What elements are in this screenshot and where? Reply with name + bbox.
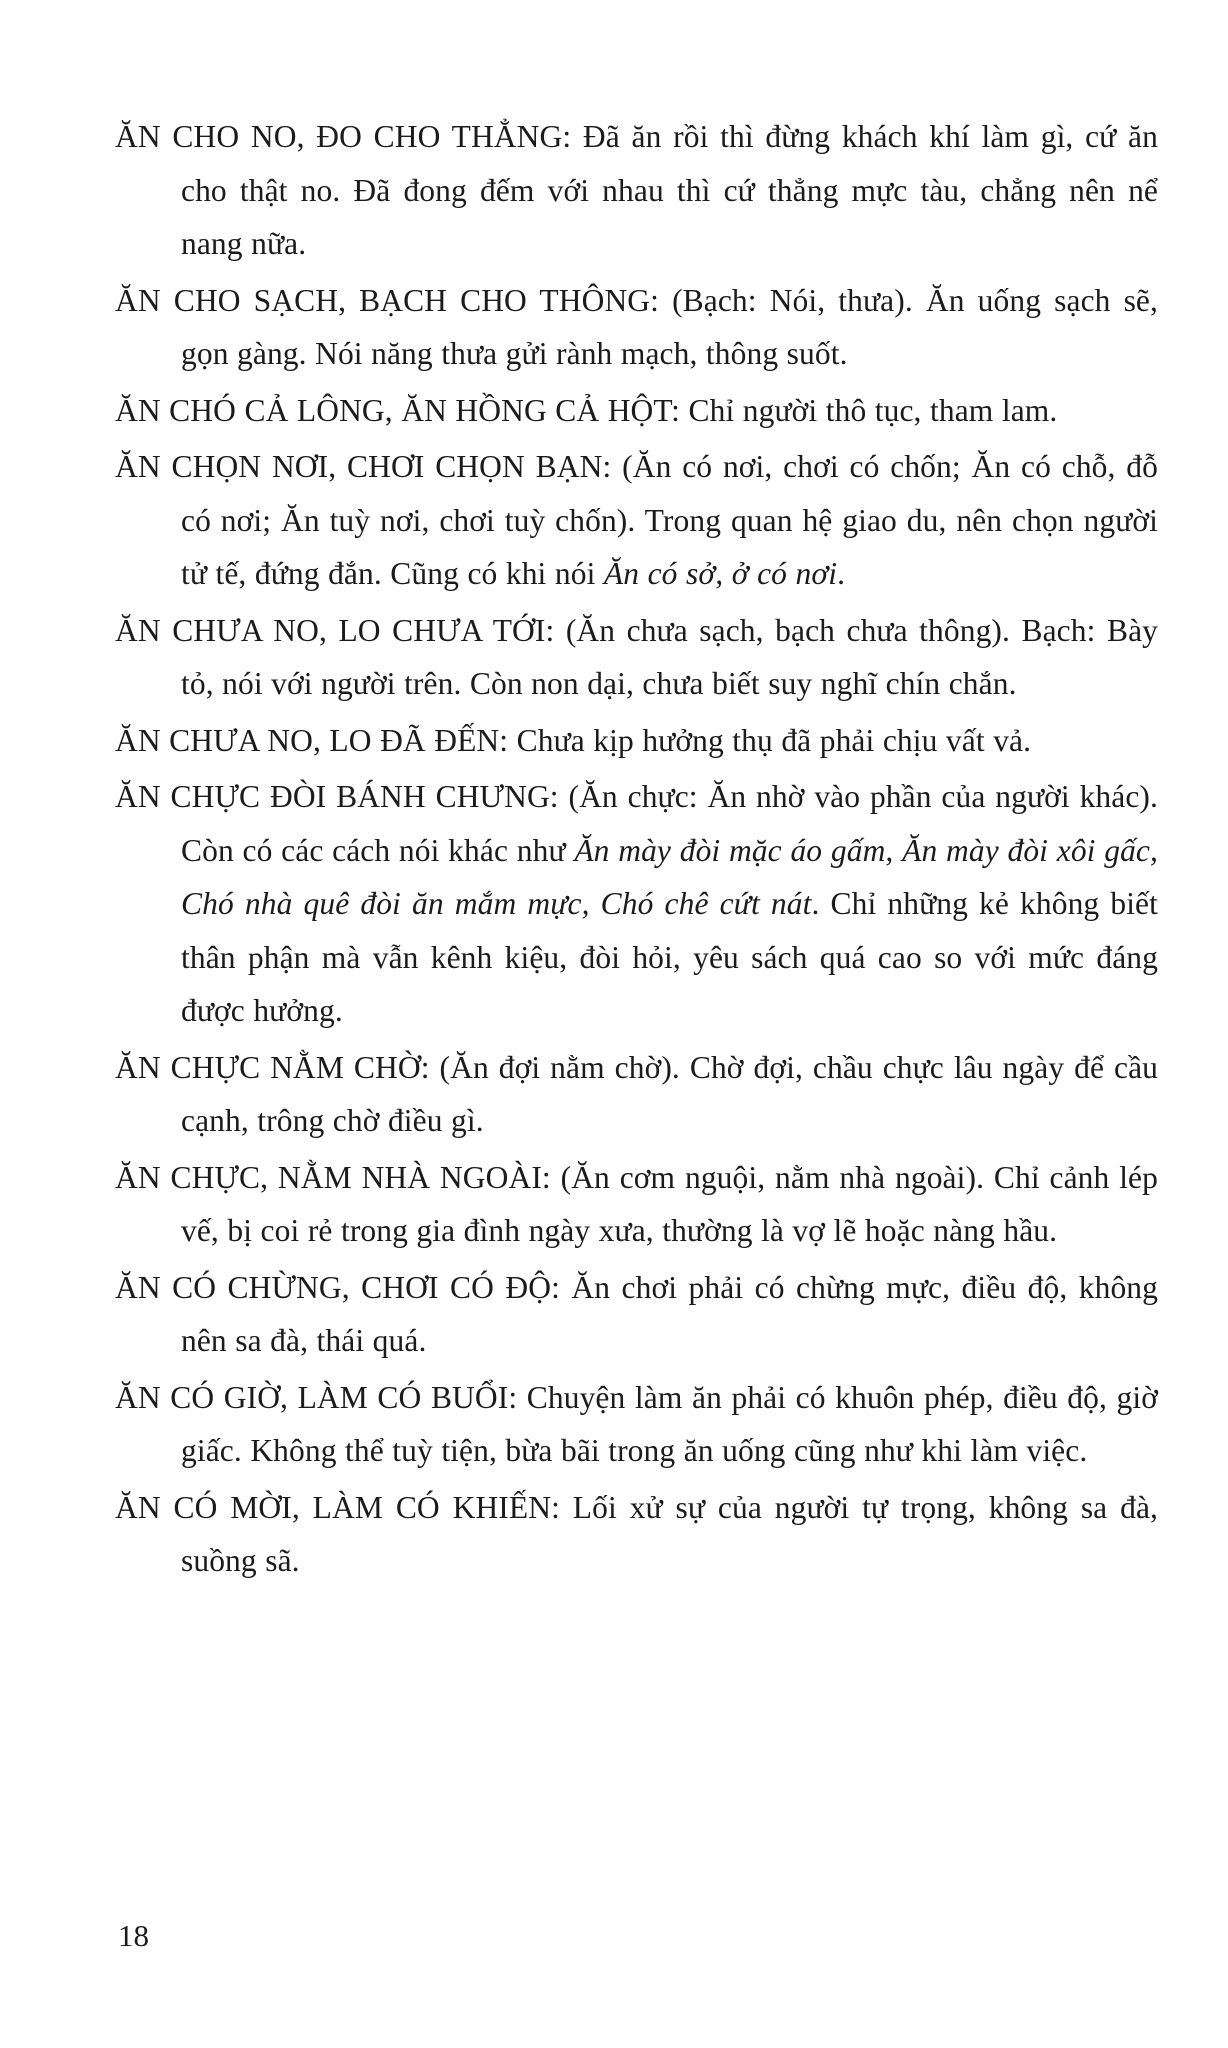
entry-definition: (Ăn có nơi, chơi có chốn; Ăn có chỗ, đỗ có nơi; Ăn tuỳ nơi, chơi tuỳ chốn). Trong quan hệ giao du, nên chọn người tử tế, đứng đắn. Cũng có khi nói xyxy=(181,449,1159,591)
entry-an-chua-no-lo-chua-toi xyxy=(115,604,1158,711)
entry-an-chua-no-lo-da-den xyxy=(115,714,1158,768)
entry-term: ĂN CHỰC ĐÒI BÁNH CHƯNG: xyxy=(115,779,559,814)
entry-definition: (Ăn đợi nằm chờ). Chờ đợi, chầu chực lâu ngày để cầu cạnh, trông chờ điều gì. xyxy=(181,1049,1158,1138)
entry-an-chon-noi xyxy=(115,440,1158,601)
entry-term: ĂN CHO SẠCH, BẠCH CHO THÔNG: xyxy=(115,282,659,318)
entry-definition: Chuyện làm ăn phải có khuôn phép, điều độ, giờ giấc. Không thể tuỳ tiện, bừa bãi trong ăn uống cũng như khi làm việc. xyxy=(181,1379,1158,1468)
page-number: 18 xyxy=(118,1918,149,1953)
entry-definition: Ăn chơi phải có chừng mực, điều độ, không nên sa đà, thái quá. xyxy=(181,1269,1158,1358)
entry-definition: (Bạch: Nói, thưa). Ăn uống sạch sẽ, gọn gàng. Nói năng thưa gửi rành mạch, thông suốt. xyxy=(181,282,1158,371)
entry-term: ĂN CÓ CHỪNG, CHƠI CÓ ĐỘ: xyxy=(115,1269,560,1305)
entry-an-cho-sach xyxy=(115,274,1158,381)
entry-definition-end: . xyxy=(837,556,846,591)
entry-term: ĂN CÓ MỜI, LÀM CÓ KHIẾN: xyxy=(115,1489,560,1525)
entry-term: ĂN CHÓ CẢ LÔNG, ĂN HỒNG CẢ HỘT: xyxy=(115,392,681,428)
entry-term: ĂN CHO NO, ĐO CHO THẲNG: xyxy=(115,119,572,154)
entry-italic-variants: Ăn mày đòi mặc áo gấm, Ăn mày đòi xôi gấc, Chó nhà quê đòi ăn mắm mực, Chó chê cứt nát xyxy=(181,832,1158,921)
entry-definition: Chỉ người thô tục, tham lam. xyxy=(680,392,1058,428)
entry-definition: (Ăn chưa sạch, bạch chưa thông). Bạch: Bày tỏ, nói với người trên. Còn non dại, chưa biết suy nghĩ chín chắn. xyxy=(181,612,1158,701)
entry-an-cho-no xyxy=(115,110,1158,271)
entry-an-co-gio xyxy=(115,1371,1158,1478)
entry-an-cho-ca-long xyxy=(115,384,1158,438)
entry-term: ĂN CHỰC, NẰM NHÀ NGOÀI: xyxy=(115,1159,551,1195)
entry-an-co-moi xyxy=(115,1481,1158,1588)
entry-an-chuc-nam-nha-ngoai xyxy=(115,1151,1158,1258)
entry-term: ĂN CHƯA NO, LO ĐÃ ĐẾN: xyxy=(115,722,509,758)
entry-term: ĂN CHỌN NƠI, CHƠI CHỌN BẠN: xyxy=(115,449,612,484)
entry-term: ĂN CHƯA NO, LO CHƯA TỚI: xyxy=(115,612,555,648)
entry-term: ĂN CÓ GIỜ, LÀM CÓ BUỔI: xyxy=(115,1379,518,1415)
entry-definition: Lối xử sự của người tự trọng, không sa đà, suồng sã. xyxy=(181,1489,1158,1578)
entry-definition: Chưa kịp hưởng thụ đã phải chịu vất vả. xyxy=(508,722,1032,758)
dictionary-page xyxy=(115,110,1158,1591)
entry-an-co-chung xyxy=(115,1261,1158,1368)
entry-italic-variant: Ăn có sở, ở có nơi xyxy=(603,556,838,591)
entry-definition: (Ăn cơm nguội, nằm nhà ngoài). Chỉ cảnh lép vế, bị coi rẻ trong gia đình ngày xưa, thường là vợ lẽ hoặc nàng hầu. xyxy=(181,1159,1158,1248)
entry-definition: (Ăn chực: Ăn nhờ vào phần của người khác). Còn có các cách nói khác như xyxy=(181,779,1159,868)
entry-definition: Đã ăn rồi thì đừng khách khí làm gì, cứ ăn cho thật no. Đã đong đếm với nhau thì cứ thẳng mực tàu, chẳng nên nể nang nữa. xyxy=(181,119,1158,261)
entry-term: ĂN CHỰC NẰM CHỜ: xyxy=(115,1049,430,1085)
entry-an-chuc-doi-banh-chung xyxy=(115,770,1158,1038)
entry-an-chuc-nam-cho xyxy=(115,1041,1158,1148)
entry-definition-end: . Chỉ những kẻ không biết thân phận mà vẫn kênh kiệu, đòi hỏi, yêu sách quá cao so với mức đáng được hưởng. xyxy=(181,886,1158,1028)
